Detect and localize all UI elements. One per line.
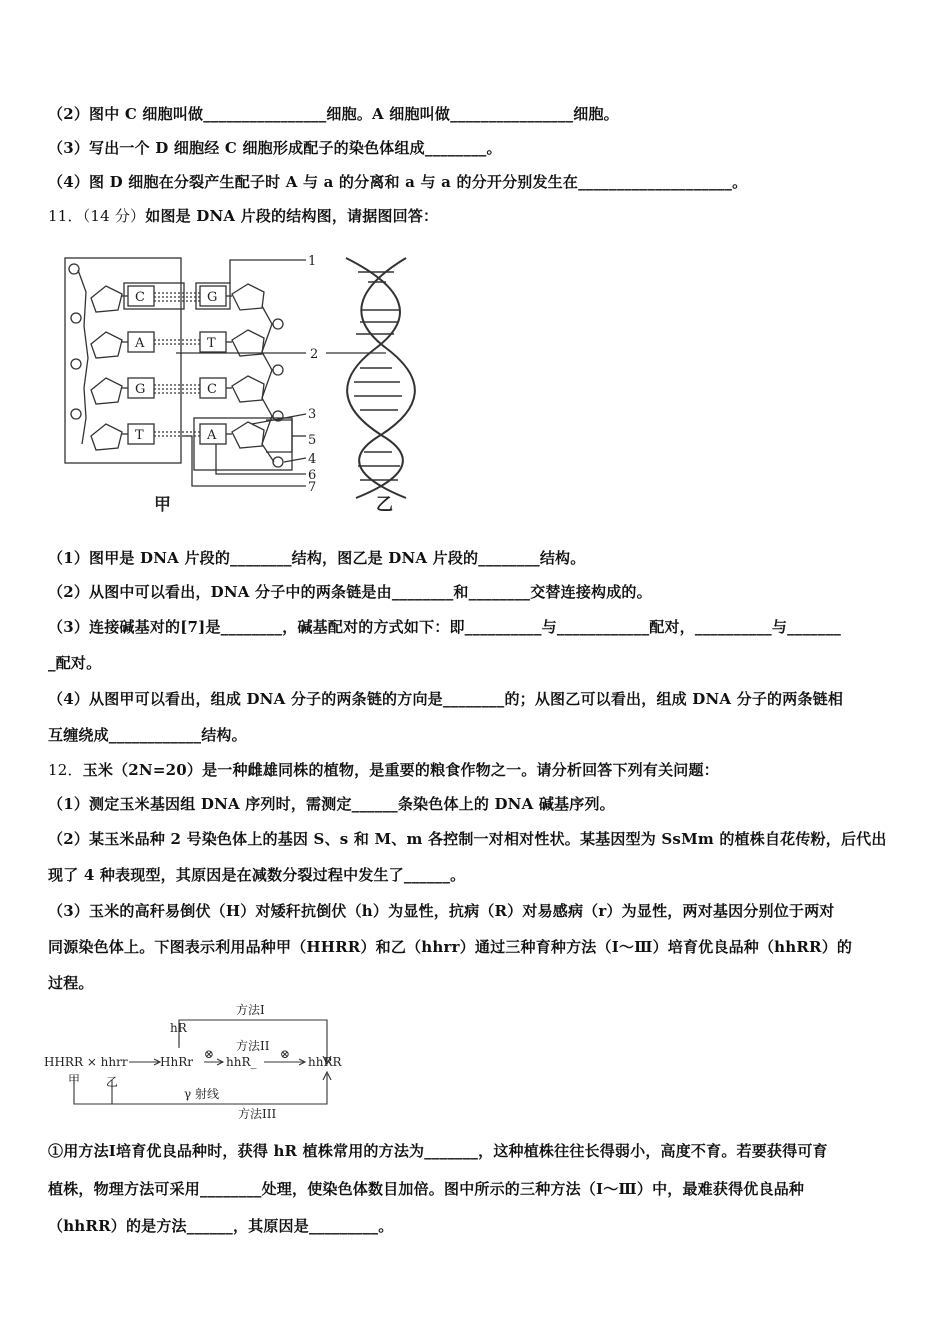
label-6: 6	[308, 468, 317, 483]
q11-sub-1: （1）图甲是 DNA 片段的________结构，图乙是 DNA 片段的________结构。	[48, 549, 586, 567]
label-1: 1	[308, 254, 317, 269]
q11-sub-3b: _配对。	[48, 654, 102, 672]
q12-number: 12．	[48, 761, 83, 779]
q11-header	[48, 205, 438, 226]
hhR-label: hhR_	[226, 1055, 257, 1069]
q11-number: 11．（14 分）	[48, 207, 146, 225]
q12-item-1a: ①用方法Ⅰ培育优良品种时，获得 hR 植株常用的方法为_______，这种植株往往长得弱小，高度不育。若要获得可育	[48, 1142, 828, 1160]
method-3-label: 方法III	[238, 1107, 277, 1121]
f1-label: HhRr	[160, 1055, 193, 1069]
left-base-4: T	[135, 428, 144, 443]
label-2: 2	[310, 347, 319, 362]
right-base-2: T	[207, 336, 216, 351]
target-label: hhRR	[308, 1055, 342, 1069]
dna-structure-figure	[56, 248, 436, 516]
q10-line-4: （4）图 D 细胞在分裂产生配子时 A 与 a 的分离和 a 与 a 的分开分别发生在____________________。	[48, 173, 748, 191]
q11-sub-4b: 互缠绕成____________结构。	[48, 726, 247, 744]
q12-prompt: 玉米（2N=20）是一种雌雄同株的植物，是重要的粮食作物之一。请分析回答下列有关问题：	[82, 761, 719, 779]
yi-label: 乙	[106, 1075, 119, 1089]
label-7: 7	[308, 480, 317, 495]
caption-yi: 乙	[376, 495, 393, 515]
breeding-methods-diagram	[44, 1000, 364, 1126]
label-3: 3	[308, 407, 317, 422]
left-base-2: A	[135, 336, 145, 351]
parents-label: HHRR × hhrr	[44, 1055, 128, 1069]
jia-label: 甲	[68, 1073, 81, 1087]
left-base-3: G	[135, 382, 146, 397]
q12-item-1c: （hhRR）的是方法______，其原因是_________。	[48, 1217, 394, 1235]
q12-item-1b: 植株，物理方法可采用________处理，使染色体数目加倍。图中所示的三种方法（Ⅰ～Ⅲ）中，最难获得优良品种	[48, 1180, 805, 1198]
q12-sub-3a: （3）玉米的高秆易倒伏（H）对矮秆抗倒伏（h）为显性，抗病（R）对易感病（r）为显性，两对基因分别位于两对	[48, 902, 835, 920]
q11-sub-3a: （3）连接碱基对的[7]是________，碱基配对的方式如下：即__________与____________配对，__________与_______	[48, 618, 841, 636]
q12-sub-3c: 过程。	[48, 974, 94, 992]
right-base-3: C	[207, 382, 217, 397]
q12-sub-2a: （2）某玉米品种 2 号染色体上的基因 S、s 和 M、m 各控制一对相对性状。某基因型为 SsMm 的植株自花传粉，后代出	[48, 830, 887, 848]
caption-jia: 甲	[154, 495, 171, 515]
method-2-label: 方法II	[236, 1039, 270, 1053]
q11-prompt: 如图是 DNA 片段的结构图，请据图回答：	[145, 207, 439, 225]
label-4: 4	[308, 452, 317, 467]
selfing-symbol-2: ⊗	[280, 1047, 291, 1061]
q12-sub-1: （1）测定玉米基因组 DNA 序列时，需测定______条染色体上的 DNA 碱基序列。	[48, 795, 615, 813]
method-1-label: 方法I	[236, 1003, 265, 1017]
q12-sub-3b: 同源染色体上。下图表示利用品种甲（HHRR）和乙（hhrr）通过三种育种方法（Ⅰ～Ⅲ）培育优良品种（hhRR）的	[48, 938, 853, 956]
label-5: 5	[308, 433, 317, 448]
right-base-4: A	[207, 428, 217, 443]
hR-label: hR	[170, 1021, 187, 1035]
right-base-1: G	[207, 290, 218, 305]
q10-line-3: （3）写出一个 D 细胞经 C 细胞形成配子的染色体组成________。	[48, 139, 502, 157]
selfing-symbol-1: ⊗	[204, 1047, 215, 1061]
q11-sub-2: （2）从图中可以看出，DNA 分子中的两条链是由________和________交替连接构成的。	[48, 583, 652, 601]
q10-line-2: （2）图中 C 细胞叫做________________细胞。A 细胞叫做________________细胞。	[48, 105, 619, 123]
gamma-ray-label: γ 射线	[184, 1087, 219, 1101]
q12-header	[48, 759, 719, 780]
q11-sub-4a: （4）从图甲可以看出，组成 DNA 分子的两条链的方向是________的；从图乙可以看出，组成 DNA 分子的两条链相	[48, 690, 844, 708]
q12-sub-2b: 现了 4 种表现型，其原因是在减数分裂过程中发生了______。	[48, 866, 466, 884]
left-base-1: C	[135, 290, 145, 305]
